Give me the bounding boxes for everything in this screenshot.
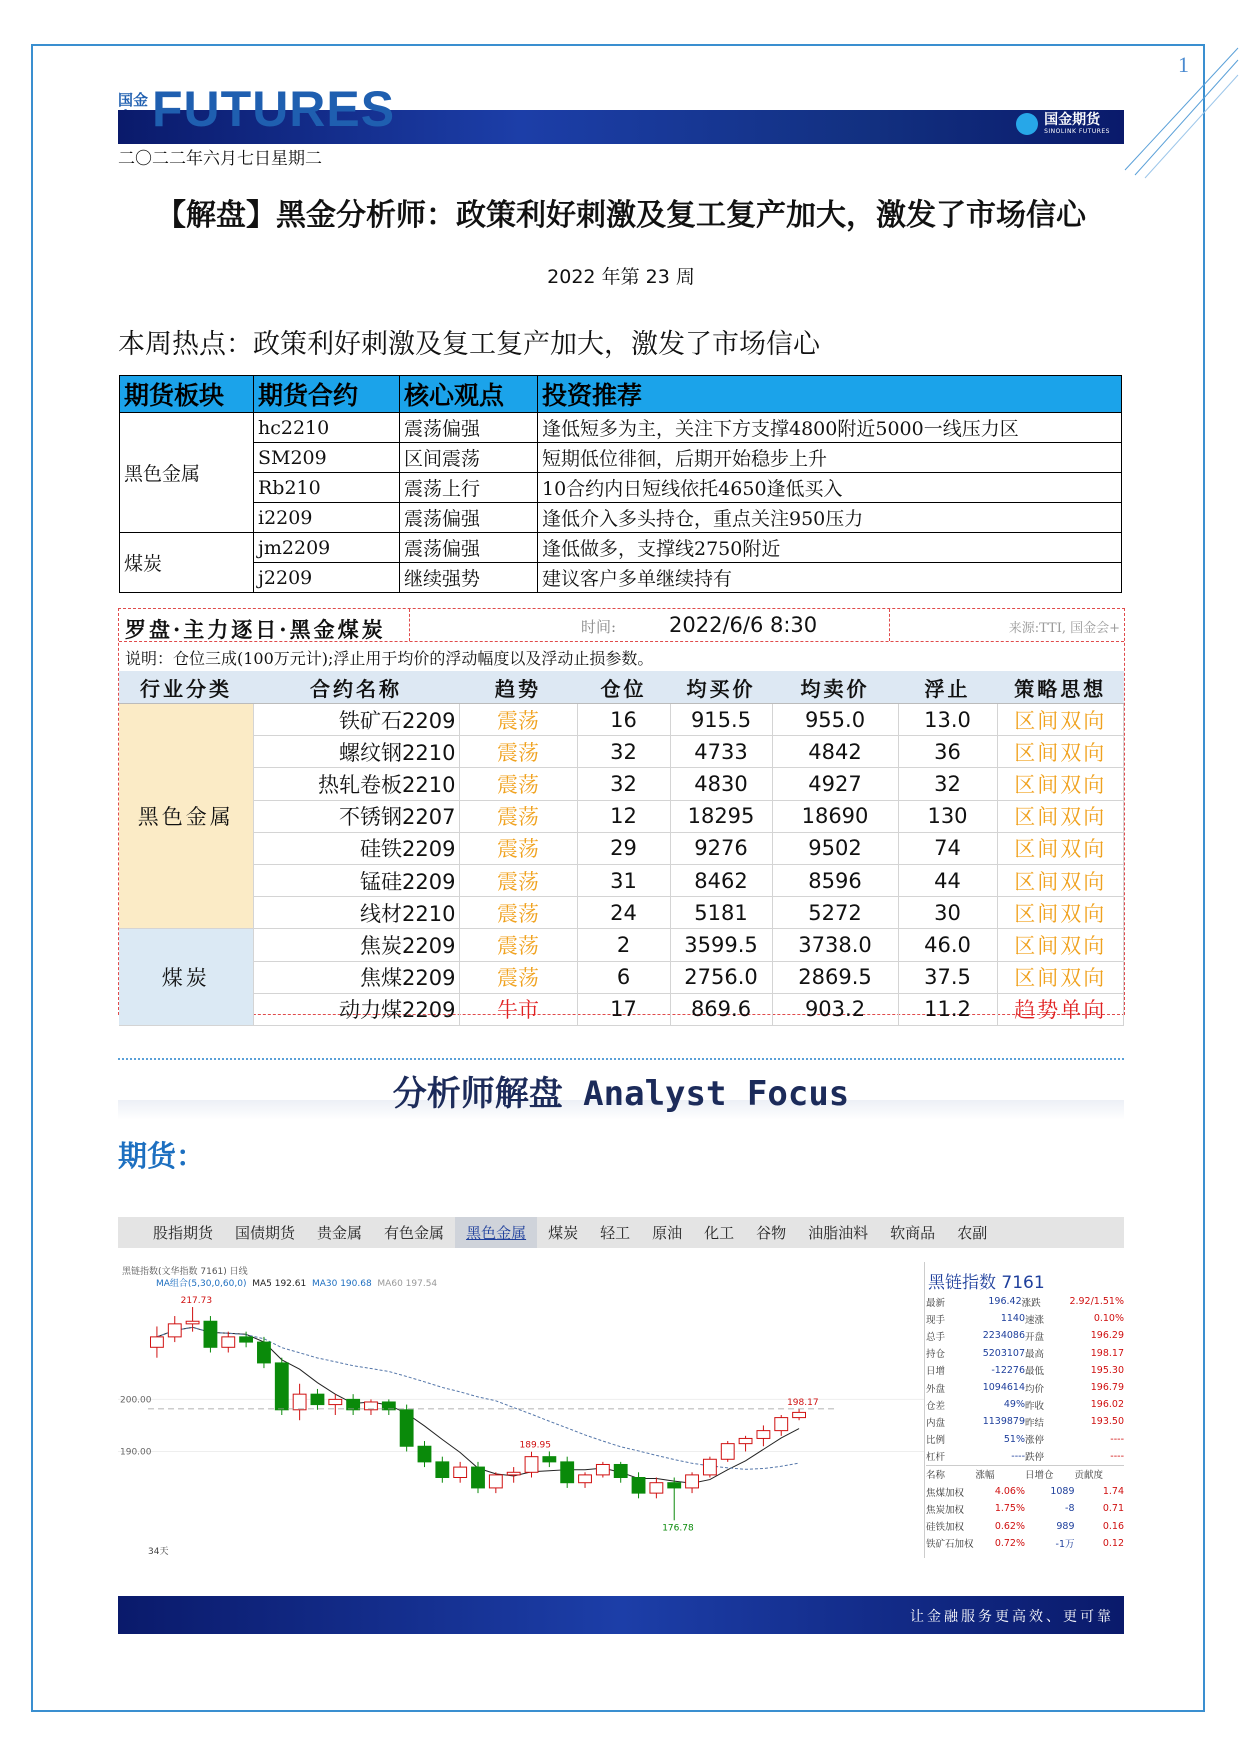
brand-logo — [1016, 113, 1110, 135]
table-header-row — [119, 671, 1124, 704]
contract-name-cell: 不锈钢2207 — [253, 800, 459, 832]
avg-buy-cell: 869.6 — [670, 993, 772, 1025]
component-cell: 0.12 — [1102, 1537, 1124, 1549]
recommendation-cell: 建议客户多单继续持有 — [538, 563, 1122, 593]
contract-name-cell: 锰硅2209 — [253, 864, 459, 896]
candle-body — [311, 1394, 324, 1404]
col-header: 核心观点 — [400, 376, 538, 413]
page-title: 【解盘】黑金分析师：政策利好刺激及复工复产加大，激发了市场信心 — [156, 198, 1086, 233]
avg-sell-cell: 4927 — [772, 768, 898, 800]
compass-table-panel — [118, 608, 1125, 1023]
candle-body — [507, 1472, 520, 1475]
y-tick-label: 190.00 — [120, 1447, 152, 1458]
candle-body — [525, 1457, 538, 1473]
avg-buy-cell: 5181 — [670, 897, 772, 929]
table-row — [119, 768, 1124, 800]
table-row — [119, 897, 1124, 929]
quote-cell: 仓差 — [926, 1400, 946, 1412]
col-header: 行业分类 — [119, 671, 253, 704]
quote-cell: 持仓 — [926, 1349, 946, 1361]
position-cell: 16 — [577, 704, 670, 736]
strategy-cell: 区间双向 — [997, 864, 1124, 896]
avg-buy-cell: 9276 — [670, 832, 772, 864]
corner-decoration — [1120, 40, 1240, 180]
avg-sell-cell: 5272 — [772, 897, 898, 929]
avg-buy-cell: 18295 — [670, 800, 772, 832]
float-stop-cell: 30 — [898, 897, 997, 929]
component-cell: 铁矿石加权 — [926, 1539, 974, 1551]
candle-body — [204, 1321, 217, 1347]
quote-cell: 1140 — [1000, 1313, 1025, 1325]
sector-cell: 煤炭 — [120, 533, 254, 593]
trend-cell: 震荡 — [459, 704, 577, 736]
float-stop-cell: 130 — [898, 800, 997, 832]
tab-sector[interactable]: 有色金属 — [384, 1224, 445, 1242]
candle-body — [275, 1363, 288, 1410]
sub-header-cell: 贡献度 — [1074, 1470, 1104, 1482]
price-annotation: 176.78 — [662, 1523, 694, 1534]
contract-name-cell: 硅铁2209 — [253, 832, 459, 864]
col-header: 策略思想 — [997, 671, 1124, 704]
view-cell: 区间震荡 — [400, 443, 538, 473]
trend-cell: 震荡 — [459, 832, 577, 864]
tab-sector[interactable]: 化工 — [704, 1224, 735, 1242]
contract-name-cell: 焦炭2209 — [253, 929, 459, 961]
avg-buy-cell: 2756.0 — [670, 961, 772, 993]
trend-cell: 震荡 — [459, 961, 577, 993]
position-cell: 31 — [577, 864, 670, 896]
contract-name-cell: 螺纹钢2210 — [253, 736, 459, 768]
quote-row — [926, 1293, 1124, 1310]
candle-body — [329, 1399, 342, 1404]
sector-tab-strip — [118, 1217, 1124, 1248]
component-cell: 1.74 — [1102, 1486, 1124, 1498]
trend-cell: 震荡 — [459, 897, 577, 929]
trend-cell: 震荡 — [459, 864, 577, 896]
sub-header-cell: 名称 — [926, 1470, 946, 1482]
candle-body — [150, 1337, 163, 1347]
candle-body — [489, 1475, 502, 1488]
float-stop-cell: 11.2 — [898, 993, 997, 1025]
ma60-label: MA60 197.54 — [377, 1279, 438, 1289]
position-cell: 32 — [577, 736, 670, 768]
candle-body — [703, 1459, 716, 1475]
quote-cell: 2.92/1.51% — [1069, 1296, 1124, 1308]
view-cell: 震荡偏强 — [400, 413, 538, 443]
table-row — [119, 736, 1124, 768]
tab-sector[interactable]: 国债期货 — [235, 1224, 296, 1242]
contract-cell: j2209 — [254, 563, 400, 593]
quote-cell: 速涨 — [1025, 1314, 1045, 1326]
table-row — [119, 993, 1124, 1025]
component-cell: 焦煤加权 — [926, 1487, 965, 1499]
candle-body — [757, 1431, 770, 1439]
sub-header-cell: 涨幅 — [975, 1470, 995, 1482]
avg-sell-cell: 3738.0 — [772, 929, 898, 961]
quote-cell: 51% — [1003, 1433, 1025, 1445]
brand-mark-icon — [1016, 113, 1038, 135]
time-label: 时间: — [581, 618, 617, 636]
footer-banner — [118, 1596, 1124, 1634]
quote-panel — [926, 1268, 1124, 1558]
quote-title: 黑链指数 7161 — [928, 1273, 1045, 1293]
y-tick-label: 200.00 — [120, 1395, 152, 1406]
component-cell: 焦炭加权 — [926, 1504, 965, 1516]
float-stop-cell: 37.5 — [898, 961, 997, 993]
quote-row — [926, 1379, 1124, 1396]
candle-body — [168, 1324, 181, 1337]
trend-cell: 震荡 — [459, 800, 577, 832]
quote-cell: 涨跌 — [1021, 1297, 1041, 1309]
avg-buy-cell: 4733 — [670, 736, 772, 768]
quote-row — [926, 1413, 1124, 1430]
position-cell: 12 — [577, 800, 670, 832]
trend-cell: 震荡 — [459, 736, 577, 768]
recommendation-table — [119, 375, 1122, 593]
quote-cell: 跌停 — [1025, 1452, 1045, 1464]
sub-header-row — [926, 1465, 1124, 1483]
recommendation-cell: 10合约内日短线依托4650逢低买入 — [538, 473, 1122, 503]
table-row — [120, 563, 1122, 593]
quote-cell: ---- — [1011, 1450, 1025, 1462]
candle-body — [686, 1475, 699, 1488]
col-header: 期货板块 — [120, 376, 254, 413]
table-row — [120, 503, 1122, 533]
quote-cell: 外盘 — [926, 1383, 946, 1395]
col-header: 合约名称 — [253, 671, 459, 704]
component-cell: 0.62% — [994, 1520, 1025, 1532]
sector-cell: 黑色金属 — [120, 413, 254, 533]
quote-cell: 196.29 — [1090, 1330, 1124, 1342]
col-header: 投资推荐 — [538, 376, 1122, 413]
contract-name-cell: 热轧卷板2210 — [253, 768, 459, 800]
candle-body — [596, 1464, 609, 1474]
col-header: 浮止 — [898, 671, 997, 704]
candle-body — [650, 1483, 663, 1493]
chart-plot — [118, 1262, 924, 1558]
ma-label: MA组合(5,30,0,60,0) — [156, 1279, 247, 1289]
avg-buy-cell: 8462 — [670, 864, 772, 896]
sub-header-cell: 日增仓 — [1025, 1470, 1054, 1482]
candle-body — [668, 1483, 681, 1488]
chart-info: 黑链指数(文华指数 7161) 日线 — [122, 1267, 248, 1277]
candle-body — [775, 1418, 788, 1431]
table-header-row — [120, 376, 1122, 413]
float-stop-cell: 13.0 — [898, 704, 997, 736]
trend-cell: 震荡 — [459, 929, 577, 961]
ma30-line — [157, 1327, 799, 1469]
price-annotation: 189.95 — [519, 1440, 552, 1451]
contract-cell: hc2210 — [254, 413, 400, 443]
page-number: 1 — [1178, 52, 1189, 77]
table-row — [120, 413, 1122, 443]
quote-cell: 现手 — [926, 1314, 946, 1326]
quote-cell: 总手 — [926, 1331, 946, 1343]
quote-row — [926, 1345, 1124, 1362]
table-row — [119, 704, 1124, 736]
float-stop-cell: 32 — [898, 768, 997, 800]
dotted-divider — [118, 1058, 1124, 1060]
position-cell: 29 — [577, 832, 670, 864]
quote-cell: 开盘 — [1025, 1331, 1045, 1343]
quote-cell: 1094614 — [982, 1382, 1025, 1394]
table-row — [119, 864, 1124, 896]
candle-body — [793, 1412, 806, 1417]
avg-sell-cell: 4842 — [772, 736, 898, 768]
category-cell: 黑色金属 — [119, 704, 253, 929]
recommendation-cell: 逢低做多，支撑线2750附近 — [538, 533, 1122, 563]
price-annotation: 198.17 — [787, 1397, 819, 1408]
tab-sector[interactable]: 轻工 — [600, 1224, 631, 1242]
quote-row — [926, 1310, 1124, 1327]
float-stop-cell: 46.0 — [898, 929, 997, 961]
candle-body — [614, 1464, 627, 1477]
quote-cell: 昨收 — [1025, 1400, 1045, 1412]
recommendation-cell: 逢低短多为主，关注下方支撑4800附近5000一线压力区 — [538, 413, 1122, 443]
float-stop-cell: 74 — [898, 832, 997, 864]
component-row — [926, 1500, 1124, 1517]
quote-cell: 涨停 — [1025, 1435, 1045, 1447]
quote-cell: ---- — [1110, 1450, 1124, 1462]
col-header: 仓位 — [577, 671, 670, 704]
component-row — [926, 1535, 1124, 1552]
candle-body — [222, 1337, 235, 1347]
recommendation-cell: 逢低介入多头持仓，重点关注950压力 — [538, 503, 1122, 533]
position-cell: 2 — [577, 929, 670, 961]
candlestick-chart — [118, 1262, 925, 1558]
component-row — [926, 1483, 1124, 1500]
avg-buy-cell: 3599.5 — [670, 929, 772, 961]
compass-title: 罗盘·主力逐日·黑金煤炭 — [125, 617, 386, 642]
component-cell: 1089 — [1050, 1486, 1075, 1498]
candle-body — [400, 1410, 413, 1446]
col-header: 均买价 — [670, 671, 772, 704]
quote-cell: 杠杆 — [926, 1452, 946, 1464]
quote-cell: 198.17 — [1090, 1347, 1124, 1359]
candle-body — [258, 1342, 271, 1363]
chart-bottom-label: 34天 — [148, 1547, 169, 1557]
quote-cell: 196.42 — [988, 1296, 1022, 1308]
brand-name: 国金期货 — [1044, 112, 1101, 128]
quote-cell: 日增 — [926, 1366, 946, 1378]
contract-cell: i2209 — [254, 503, 400, 533]
component-cell: 1.75% — [994, 1503, 1025, 1515]
quote-cell: 196.79 — [1090, 1382, 1124, 1394]
position-cell: 32 — [577, 768, 670, 800]
chart-ma-legend — [156, 1276, 437, 1289]
tab-sector[interactable]: 油脂油料 — [808, 1224, 869, 1242]
quote-cell: 5203107 — [982, 1347, 1025, 1359]
component-cell: -8 — [1065, 1503, 1075, 1515]
tab-sector[interactable]: 谷物 — [756, 1224, 787, 1242]
analyst-focus-title: 分析师解盘 Analyst Focus — [392, 1074, 850, 1114]
strategy-cell: 区间双向 — [997, 736, 1124, 768]
category-cell: 煤炭 — [119, 929, 253, 1026]
tab-sector[interactable]: 原油 — [652, 1224, 683, 1242]
candle-body — [561, 1462, 574, 1483]
strategy-cell: 区间双向 — [997, 800, 1124, 832]
table-row — [119, 800, 1124, 832]
quote-cell: 昨结 — [1025, 1417, 1045, 1429]
compass-note: 说明：仓位三成(100万元计);浮止用于均价的浮动幅度以及浮动止损参数。 — [125, 649, 654, 668]
avg-buy-cell: 915.5 — [670, 704, 772, 736]
divider — [119, 641, 1124, 642]
table-row — [120, 443, 1122, 473]
candle-body — [418, 1446, 431, 1462]
candle-body — [436, 1462, 449, 1478]
table-row — [120, 533, 1122, 563]
quote-cell: 最高 — [1025, 1349, 1045, 1361]
hotspot-line: 本周热点：政策利好刺激及复工复产加大，激发了市场信心 — [118, 329, 820, 360]
position-cell: 17 — [577, 993, 670, 1025]
source-label: 来源:TTI, 国金会+ — [1008, 621, 1120, 636]
quote-row — [926, 1448, 1124, 1465]
avg-sell-cell: 9502 — [772, 832, 898, 864]
divider — [889, 609, 890, 641]
avg-sell-cell: 18690 — [772, 800, 898, 832]
candle-body — [543, 1457, 556, 1462]
col-header: 均卖价 — [772, 671, 898, 704]
strategy-cell: 区间双向 — [997, 897, 1124, 929]
quote-cell: 195.30 — [1090, 1364, 1124, 1376]
position-cell: 24 — [577, 897, 670, 929]
contract-cell: jm2209 — [254, 533, 400, 563]
footer-slogan: 让金融服务更高效、更可靠 — [910, 1609, 1114, 1625]
trend-cell: 震荡 — [459, 768, 577, 800]
divider — [409, 609, 410, 641]
quote-cell: 比例 — [926, 1435, 946, 1447]
component-cell: 4.06% — [994, 1486, 1025, 1498]
strategy-cell: 区间双向 — [997, 832, 1124, 864]
candle-body — [293, 1394, 306, 1410]
ma5-line — [157, 1327, 799, 1483]
quote-cell: 内盘 — [926, 1417, 946, 1429]
table-row — [119, 929, 1124, 961]
component-cell: 989 — [1056, 1520, 1075, 1532]
component-cell: 0.16 — [1102, 1520, 1124, 1532]
contract-name-cell: 铁矿石2209 — [253, 704, 459, 736]
week-label: 2022 年第 23 周 — [547, 266, 695, 288]
ma30-label: MA30 190.68 — [311, 1279, 372, 1289]
tab-sector[interactable]: 黑色金属 — [455, 1217, 537, 1248]
quote-cell: 1139879 — [982, 1416, 1025, 1428]
col-header: 趋势 — [459, 671, 577, 704]
strategy-cell: 区间双向 — [997, 704, 1124, 736]
component-cell: 0.71 — [1102, 1503, 1124, 1515]
table-row — [119, 961, 1124, 993]
component-row — [926, 1517, 1124, 1534]
brand-en: SINOLINK FUTURES — [1044, 128, 1110, 135]
tab-sector[interactable]: 软商品 — [890, 1224, 936, 1242]
position-cell: 6 — [577, 961, 670, 993]
quote-row — [926, 1396, 1124, 1413]
quote-cell: 196.02 — [1090, 1399, 1124, 1411]
float-stop-cell: 36 — [898, 736, 997, 768]
strategy-cell: 区间双向 — [997, 929, 1124, 961]
quote-cell: 均价 — [1025, 1383, 1045, 1395]
quote-cell: -12276 — [991, 1364, 1025, 1376]
quote-cell: ---- — [1110, 1433, 1124, 1445]
quote-cell: 最低 — [1025, 1366, 1045, 1378]
quote-cell: 49% — [1003, 1399, 1025, 1411]
contract-cell: Rb210 — [254, 473, 400, 503]
component-cell: 0.72% — [994, 1537, 1025, 1549]
quote-row — [926, 1362, 1124, 1379]
avg-buy-cell: 4830 — [670, 768, 772, 800]
date-line: 二〇二二年六月七日星期二 — [118, 149, 322, 169]
view-cell: 震荡偏强 — [400, 533, 538, 563]
strategy-cell: 区间双向 — [997, 768, 1124, 800]
component-cell: 硅铁加权 — [926, 1522, 965, 1534]
view-cell: 继续强势 — [400, 563, 538, 593]
candle-body — [472, 1467, 485, 1488]
tab-sector[interactable]: 农副 — [957, 1224, 988, 1242]
view-cell: 震荡偏强 — [400, 503, 538, 533]
avg-sell-cell: 8596 — [772, 864, 898, 896]
quote-row — [926, 1431, 1124, 1448]
table-row — [119, 832, 1124, 864]
table-row — [120, 473, 1122, 503]
candle-body — [454, 1467, 467, 1477]
strategy-cell: 区间双向 — [997, 961, 1124, 993]
ma5-label: MA5 192.61 — [252, 1279, 307, 1289]
recommendation-cell: 短期低位徘徊，后期开始稳步上升 — [538, 443, 1122, 473]
avg-sell-cell: 903.2 — [772, 993, 898, 1025]
tab-sector[interactable]: 股指期货 — [153, 1224, 214, 1242]
contract-cell: SM209 — [254, 443, 400, 473]
col-header: 期货合约 — [254, 376, 400, 413]
quote-row — [926, 1327, 1124, 1344]
price-annotation: 217.73 — [180, 1296, 213, 1307]
trend-cell: 牛市 — [459, 993, 577, 1025]
quote-cell: 193.50 — [1090, 1416, 1124, 1428]
view-cell: 震荡上行 — [400, 473, 538, 503]
quote-cell: 2234086 — [982, 1330, 1025, 1342]
tab-sector[interactable]: 贵金属 — [317, 1224, 363, 1242]
candle-body — [739, 1438, 752, 1443]
float-stop-cell: 44 — [898, 864, 997, 896]
contract-name-cell: 动力煤2209 — [253, 993, 459, 1025]
time-value: 2022/6/6 8:30 — [669, 613, 818, 637]
candle-body — [721, 1444, 734, 1460]
compass-table — [119, 671, 1124, 1026]
logo-futures: FUTURES — [152, 81, 396, 137]
futures-section-label: 期货： — [118, 1139, 206, 1173]
logo-small-text: 国金 — [118, 91, 149, 109]
strategy-cell: 趋势单向 — [997, 993, 1124, 1025]
avg-sell-cell: 2869.5 — [772, 961, 898, 993]
candle-body — [579, 1475, 592, 1483]
contract-name-cell: 线材2210 — [253, 897, 459, 929]
component-cell: -1万 — [1055, 1539, 1075, 1551]
avg-sell-cell: 955.0 — [772, 704, 898, 736]
contract-name-cell: 焦煤2209 — [253, 961, 459, 993]
candle-body — [632, 1478, 645, 1494]
quote-cell: 最新 — [926, 1297, 946, 1309]
candle-body — [240, 1337, 253, 1342]
tab-sector[interactable]: 煤炭 — [548, 1224, 579, 1242]
compass-header — [119, 609, 1124, 641]
quote-cell: 0.10% — [1093, 1313, 1124, 1325]
candle-body — [186, 1321, 199, 1324]
candle-body — [347, 1399, 360, 1409]
